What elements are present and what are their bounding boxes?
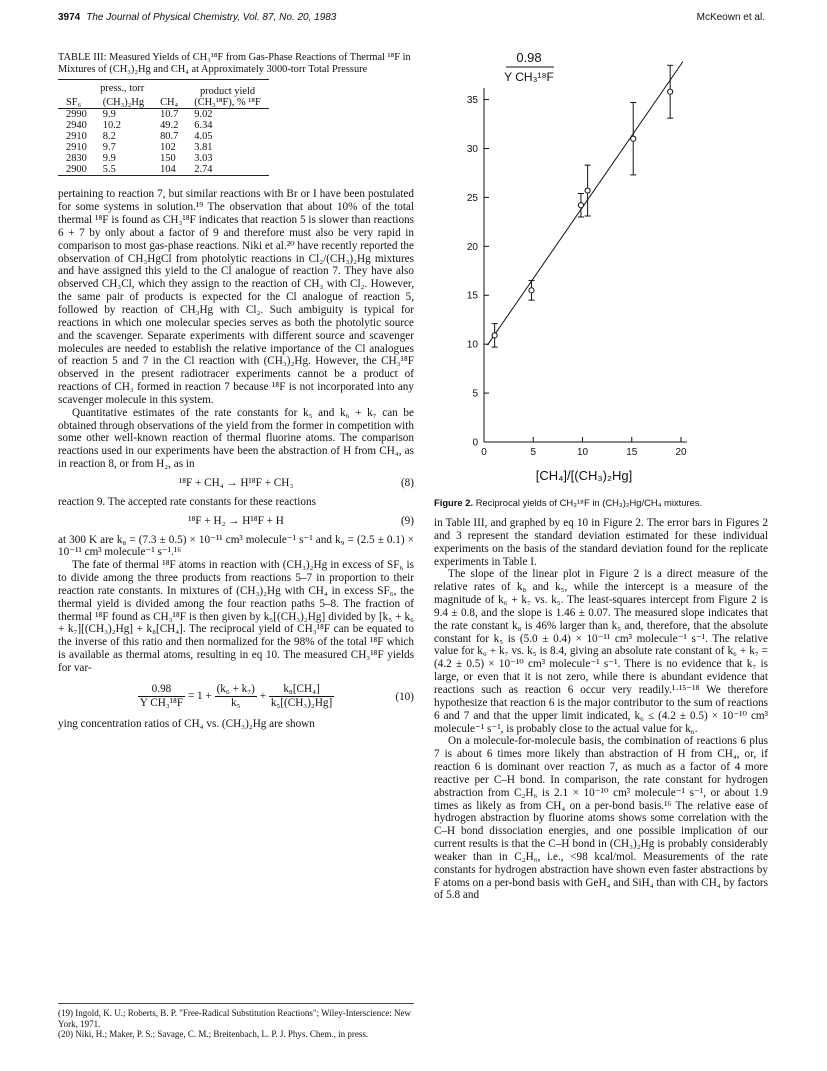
data-point (578, 203, 583, 208)
paragraph: pertaining to reaction 7, but similar reactions with Br or I have been postulated for some systems in solution.¹⁹ The observation that about 10% of the total thermal ¹⁸F is found as CH₃¹⁸F indicates that reaction 5 is slower than reactions 6 + 7 by only about a factor of 9 and therefore must also be very rapid in comparison to most gas-phase reactions. Niki et al.²⁰ have recently reported the observation of CH₃HgCl from photolytic reactions in Cl₂/(CH₃)₂Hg mixtures and have assigned this yield to the Cl analogue of reaction 7. They have also observed CH₃Cl, which they assign to the reaction of CH₃ with Cl₂. However, the same pair of products is expected for the Cl analogue of reaction 5, followed by reaction of CH₃Hg with Cl₂. Such ambiguity is typical for reactions in which one molecular species serves as both the photolytic source and the scavenger. Separate experiments with different source and scavenger molecules are needed to establish the relative importance of the Cl analogues of reaction 5 and 7 in the Cl reaction with (CH₃)₂Hg. However, the CH₃¹⁸F observed in the present radiotracer experiments cannot be a product of reactions of CH₃ formed in reaction 7 because ¹⁸F is not incorporated into any scavenger molecule in this system. (58, 188, 414, 406)
equation-body: ¹⁸F + CH₄ → H¹⁸F + CH₃ (178, 476, 294, 489)
table-cell: 2.74 (186, 164, 268, 176)
table-cell: 9.9 (102, 109, 116, 121)
paragraph: in Table III, and graphed by eq 10 in Figure 2. The error bars in Figures 2 and 3 represent the standard deviation estimated for these individual experiments on the basis of the standard deviation found for the replicate experiments in Table I. (434, 517, 768, 568)
fraction (215, 683, 257, 710)
group-header-pressure: press., torr (58, 80, 186, 98)
page-number: 3974 (58, 12, 81, 23)
right-column (434, 517, 768, 902)
table-caption: TABLE III: Measured Yields of CH₃¹⁸F from Gas-Phase Reactions of Thermal ¹⁸F in Mixtures of (CH₃)₂Hg and CH₄ at Approximately 3000-torr Total Pressure (58, 52, 411, 75)
y-tick-label: 20 (466, 241, 478, 253)
data-point (631, 136, 636, 141)
table-cell: 3.81 (194, 142, 213, 154)
table-group-header-row (58, 80, 269, 98)
fraction (269, 683, 334, 710)
table-row (58, 142, 269, 153)
paragraph: reaction 9. The accepted rate constants for these reactions (58, 495, 316, 508)
paragraph: at 300 K are k₈ = (7.3 ± 0.5) × 10⁻¹¹ cm³ molecule⁻¹ s⁻¹ and k₉ = (2.5 ± 0.1) × 10⁻¹¹ cm³ molecule⁻¹ s⁻¹.¹⁶ (58, 533, 414, 559)
y-tick-label: 0 (472, 437, 478, 449)
journal-name: The Journal of Physical Chemistry, Vol. 87, No. 20, 1983 (86, 12, 337, 23)
table-cell: 9.7 (102, 142, 116, 154)
table-header-row (58, 97, 269, 109)
table-row (58, 109, 269, 121)
equation-body: ¹⁸F + H₂ → H¹⁸F + H (188, 514, 284, 527)
x-tick-label: 10 (576, 447, 589, 458)
table-row (58, 153, 269, 164)
figure-caption-text: Reciprocal yields of CH₃¹⁸F in (CH₃)₂Hg/CH₄ mixtures. (475, 497, 703, 508)
table-cell: 4.05 (194, 131, 213, 143)
table-cell: 49.2 (160, 120, 179, 132)
figure-label: Figure 2. (434, 497, 474, 508)
table-cell: 8.2 (102, 131, 116, 143)
table-cell: 5.5 (95, 164, 152, 176)
table-cell: 2990 (66, 109, 87, 121)
table-row (58, 120, 269, 131)
data-table (58, 79, 269, 176)
y-tick-label: 30 (466, 143, 478, 155)
paragraph: Quantitative estimates of the rate constants for k₅ and k₆ + k₇ can be obtained through observations of the yield from the former in competition with some other well-known reaction of thermal fluorine atoms. The comparison reactions used in our experiments have been the abstraction of H from CH₄, as in reaction 8, or from H₂, as in (58, 406, 414, 471)
table-cell: 2830 (66, 153, 87, 165)
data-point (529, 288, 534, 293)
x-axis-label: [CH₄]/[(CH₃)₂Hg] (535, 468, 633, 483)
figure-caption (434, 497, 764, 508)
x-tick-label: 15 (626, 447, 638, 458)
equation-8 (58, 477, 414, 490)
table-cell: 104 (152, 164, 186, 176)
y-tick-label: 35 (466, 95, 478, 107)
footnotes (58, 1003, 414, 1040)
data-point (492, 333, 497, 338)
paragraph: ying concentration ratios of CH₄ vs. (CH₃)₂Hg are shown (58, 717, 315, 730)
paragraph: The fate of thermal ¹⁸F atoms in reaction with (CH₃)₂Hg in excess of SF₆ is to divide among the three products from reactions 5–7 in proportion to their reaction rate constants. In mixtures of (CH₃)₂Hg with CH₄ in excess SF₆, the thermal yield is divided among the four reaction paths 5–8. The fraction of thermal ¹⁸F found as CH₃¹⁸F is then given by k₅[(CH₃)₂Hg] divided by [k₅ + k₆ + k₇][(CH₃)₂Hg] + k₈[CH₄]. The reciprocal yield of CH₃¹⁸F can be equated to the inverse of this ratio and then normalized for the 98% of the total ¹⁸F which is available as thermal atoms, resulting in eq 10. The measured CH₃¹⁸F yields for var- (58, 559, 414, 674)
fraction-numerator: 0.98 (138, 683, 185, 697)
footnote: (20) Niki, H.; Maker, P. S.; Savage, C. M.; Breitenbach, L. P. J. Phys. Chem., in press. (58, 1029, 369, 1039)
column-header: CH₄ (152, 97, 186, 109)
left-column (58, 52, 414, 731)
table-cell: 2900 (58, 164, 95, 176)
header-author: McKeown et al. (696, 12, 765, 23)
x-tick-label: 0 (481, 447, 487, 458)
equation-10 (58, 683, 414, 710)
x-tick-label: 20 (675, 447, 687, 458)
y-tick-label: 10 (466, 339, 478, 351)
table-cell: 102 (160, 142, 176, 154)
running-header (58, 12, 765, 28)
equation-operator: = 1 + (187, 689, 212, 702)
column-header: (CH₃)₂Hg (95, 97, 152, 109)
y-tick-label: 25 (466, 192, 478, 204)
table-cell: 2910 (66, 142, 87, 154)
equation-number: (8) (400, 476, 414, 489)
equation-number: (9) (400, 514, 414, 527)
fraction-denominator: k₅ (230, 696, 241, 709)
equation-operator: + (259, 689, 267, 702)
table-cell: 9.9 (102, 153, 116, 165)
y-axis-label-numerator: 0.98 (516, 50, 542, 65)
table-cell: 6.34 (194, 120, 213, 132)
x-tick-label: 5 (530, 447, 537, 458)
data-point (668, 89, 673, 94)
equation-number: (10) (395, 690, 414, 703)
header-left (58, 12, 336, 23)
y-axis-label-denominator: Y CH₃¹⁸F (504, 70, 554, 84)
equation-9 (58, 515, 414, 528)
footnote-rule (58, 1003, 414, 1004)
fraction-numerator: k₈[CH₄] (269, 683, 334, 697)
table-cell: 2940 (66, 120, 87, 132)
table-row (58, 131, 269, 142)
table-cell: 150 (160, 153, 176, 165)
column-header: SF₆ (58, 97, 95, 109)
table-cell: 9.02 (194, 109, 213, 121)
fraction-numerator: (k₆ + k₇) (216, 682, 255, 695)
fit-line (487, 61, 683, 345)
fraction-denominator: Y CH₃¹⁸F (139, 696, 184, 709)
paragraph: On a molecule-for-molecule basis, the combination of reactions 6 plus 7 is about 6 times more likely than abstraction of H from CH₄, or, if reaction 6 is dominant over reaction 7, as much as a factor of 4 more reactive per C–H bond. In comparison, the rate constant for hydrogen abstraction from C₂H₆ is 2.1 × 10⁻¹⁰ cm³ molecule⁻¹ s⁻¹, or about 1.9 times as likely as from CH₄ on a per-bond basis.¹⁶ The relative ease of hydrogen abstraction by fluorine atoms shows some correlation with the C–H bond dissociation energies, and one possible implication of our current results is that the C–H bond in (CH₃)₂Hg is probably considerably weaker than in C₂H₆, i.e., <98 kcal/mol. Measurements of the rate constants for hydrogen abstraction have shown even faster abstractions by F atoms on a per-bond basis with GeH₄ and SiH₄ than with CH₄ by factors of 5.8 and (434, 735, 768, 902)
table-cell: 3.03 (194, 153, 213, 165)
column-header: (CH₃¹⁸F), % ¹⁸F (186, 97, 268, 109)
table-cell: 2910 (66, 131, 87, 143)
paragraph: The slope of the linear plot in Figure 2 is a direct measure of the relative rates of k₈ and k₅, while the intercept is a measure of the magnitude of k₆ + k₇ vs. k₅. The least-squares intercept from Figure 2 is 9.4 ± 0.8, and the slope is 1.46 ± 0.07. The measured slope indicates that the rate constant k₈ is 46% larger than k₅ and, therefore, that the absolute constant for k₅ is (5.0 ± 0.4) × 10⁻¹¹ cm³ molecule⁻¹ s⁻¹. The relative value for k₆ + k₇ vs. k₅ is 8.4, giving an absolute rate constant of k₆ + k₇ = (4.2 ± 0.5) × 10⁻¹⁰ cm³ molecule⁻¹ s⁻¹. There is no evidence that k₇ is large, or even that it is not zero, while there is abundant evidence that reactions such as reaction 6 occur very readily.¹·¹⁵⁻¹⁸ We therefore hypothesize that reaction 6 is the major contributor to the sum of reactions 6 and 7 and that the upper limit indicated, k₆ ≤ (4.2 ± 0.5) × 10⁻¹⁰ cm³ molecule⁻¹ s⁻¹, is probably close to the actual value for k₆. (434, 568, 768, 735)
fraction-denominator: k₅[(CH₃)₂Hg] (270, 696, 333, 709)
fraction (138, 683, 185, 710)
table-row (58, 164, 269, 176)
data-point (585, 188, 590, 193)
table-cell: 80.7 (160, 131, 179, 143)
y-tick-label: 15 (466, 290, 478, 302)
group-header-product: product yield (186, 80, 268, 98)
table-cell: 10.7 (160, 109, 179, 121)
footnote: (19) Ingold, K. U.; Roberts, B. P. "Free-Radical Substitution Reactions"; Wiley-Interscience: New York, 1971. (58, 1008, 412, 1029)
y-tick-label: 5 (472, 388, 478, 400)
figure-2-chart (434, 40, 764, 490)
table-cell: 10.2 (102, 120, 121, 132)
